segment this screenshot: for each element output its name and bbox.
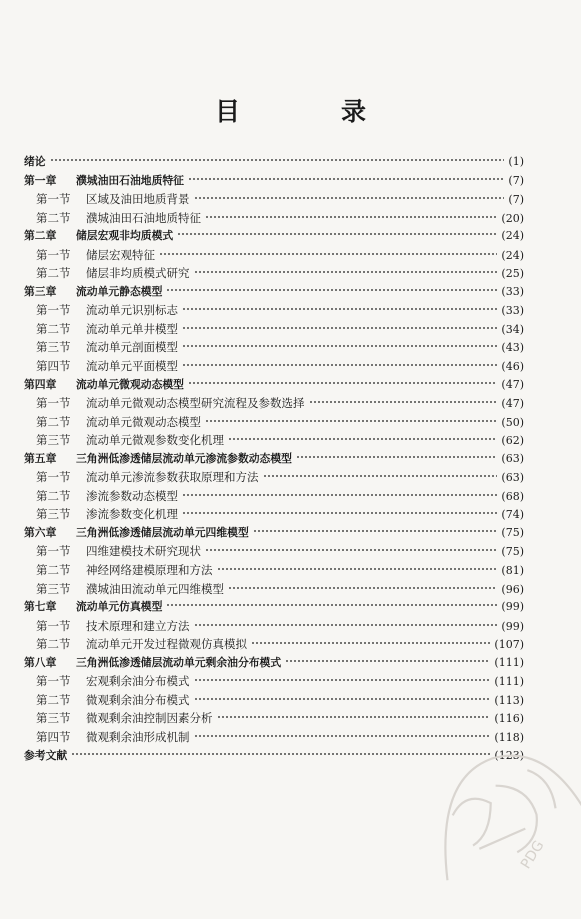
toc-entry-title: 技术原理和建立方法	[86, 618, 190, 633]
dot-leader	[177, 232, 497, 236]
toc-entry-title: 濮城油田石油地质特征	[86, 210, 201, 225]
dot-leader	[188, 177, 504, 181]
toc-entry-number: 第三节	[36, 340, 71, 355]
toc-section-row	[24, 561, 524, 580]
toc-entry-number: 第一节	[36, 618, 71, 633]
toc-entry-number: 第五章	[24, 451, 57, 465]
toc-section-row	[24, 672, 524, 691]
toc-entry-number: 第二节	[36, 414, 71, 429]
dot-leader	[182, 344, 497, 348]
toc-page-number: (7)	[508, 193, 524, 207]
toc-entry-title: 宏观剩余油分布模式	[86, 674, 190, 689]
toc-page-number: (33)	[501, 304, 524, 318]
toc-entry-number: 第二节	[36, 692, 71, 707]
dot-leader	[194, 697, 491, 701]
toc-page-number: (34)	[501, 322, 524, 336]
dot-leader	[309, 400, 498, 404]
toc-section-row	[24, 190, 524, 209]
dot-leader	[182, 363, 497, 367]
toc-entry-title: 流动单元渗流参数获取原理和方法	[86, 470, 259, 485]
toc-entry-title: 渗流参数动态模型	[86, 488, 178, 503]
toc-page-number: (46)	[501, 360, 524, 374]
dot-leader	[194, 270, 498, 274]
toc-section-row	[24, 709, 524, 728]
watermark-text: PDG	[517, 837, 548, 872]
toc-entry-number: 第四节	[36, 729, 71, 744]
toc-entry-title: 神经网络建模原理和方法	[86, 563, 213, 578]
toc-section-row	[24, 338, 524, 357]
toc-entry-title: 流动单元微观动态模型	[76, 377, 184, 391]
dot-leader	[263, 474, 498, 478]
toc-entry-title: 流动单元剖面模型	[86, 340, 178, 355]
toc-entry-number: 第一节	[36, 396, 71, 411]
toc-entry-title: 流动单元平面模型	[86, 359, 178, 374]
toc-entry-title: 流动单元单井模型	[86, 321, 178, 336]
toc-entry-number: 第二节	[36, 637, 71, 652]
toc-section-row	[24, 431, 524, 450]
toc-page-number: (107)	[494, 638, 524, 652]
dot-leader	[205, 548, 497, 552]
toc-chapter-row	[24, 172, 524, 191]
toc-entry-number: 第八章	[24, 655, 57, 669]
toc-entry-number: 第四节	[36, 359, 71, 374]
toc-page-number: (75)	[501, 525, 524, 539]
toc-page-number: (24)	[501, 229, 524, 243]
toc-entry-number: 第一节	[36, 544, 71, 559]
dot-leader	[194, 623, 498, 627]
toc-entry-number: 第四章	[24, 377, 57, 391]
page-title: 目 录	[214, 97, 404, 126]
dot-leader	[188, 381, 497, 385]
toc-section-row	[24, 320, 524, 339]
toc-chapter-row	[24, 376, 524, 395]
toc-chapter-row	[24, 598, 524, 617]
toc-section-row	[24, 413, 524, 432]
toc-entry-number: 第二节	[36, 210, 71, 225]
toc-entry-title: 流动单元开发过程微观仿真模拟	[86, 637, 247, 652]
toc-entry-title: 微观剩余油分布模式	[86, 692, 190, 707]
toc-entry-number: 第七章	[24, 600, 57, 614]
toc-section-row	[24, 728, 524, 747]
toc-chapter-row	[24, 227, 524, 246]
toc-entry-number: 绪论	[24, 155, 46, 168]
toc-entry-number: 第一节	[36, 470, 71, 485]
toc-section-row	[24, 468, 524, 487]
toc-entry-title: 流动单元仿真模型	[76, 600, 163, 614]
toc-page-number: (50)	[501, 415, 524, 429]
toc-page-number: (63)	[501, 451, 524, 465]
toc-entry-number: 第三章	[24, 284, 57, 298]
toc-page-number: (63)	[501, 471, 524, 485]
toc-page-number: (47)	[501, 377, 524, 391]
toc-section-row	[24, 357, 524, 376]
dot-leader	[205, 215, 497, 219]
toc-page-number: (81)	[501, 564, 524, 578]
dot-leader	[228, 586, 497, 590]
toc-page-number: (75)	[501, 545, 524, 559]
dot-leader	[296, 455, 497, 459]
toc-page-number: (25)	[501, 267, 524, 281]
toc-page-number: (96)	[501, 582, 524, 596]
toc-entry-title: 储层非均质模式研究	[86, 266, 190, 281]
toc-entry-number: 第一节	[36, 247, 71, 262]
dot-leader	[251, 641, 490, 645]
dot-leader	[217, 567, 498, 571]
dot-leader	[71, 752, 490, 756]
toc-entry-number: 第六章	[24, 525, 57, 539]
toc-section-row	[24, 264, 524, 283]
toc-chapter-row	[24, 747, 524, 766]
toc-entry-title: 微观剩余油形成机制	[86, 729, 190, 744]
toc-chapter-row	[24, 654, 524, 673]
toc-entry-title: 三角洲低渗透储层流动单元剩余油分布模式	[76, 655, 282, 669]
toc-section-row	[24, 487, 524, 506]
toc-section-row	[24, 691, 524, 710]
dot-leader	[166, 603, 497, 607]
toc-page-number: (99)	[501, 600, 524, 614]
toc-entry-title: 流动单元微观参数变化机理	[86, 433, 224, 448]
toc-page-number: (43)	[501, 341, 524, 355]
toc-section-row	[24, 635, 524, 654]
dot-leader	[228, 437, 497, 441]
toc-entry-number: 第一节	[36, 674, 71, 689]
toc-entry-number: 第一节	[36, 192, 71, 207]
toc-entry-number: 第一章	[24, 173, 57, 187]
dot-leader	[159, 252, 497, 256]
toc-page-number: (99)	[501, 619, 524, 633]
toc-page-number: (33)	[501, 284, 524, 298]
toc-entry-number: 第三节	[36, 711, 71, 726]
toc-entry-title: 四维建模技术研究现状	[86, 544, 201, 559]
toc-section-row	[24, 301, 524, 320]
toc-entry-title: 三角洲低渗透储层流动单元渗流参数动态模型	[76, 451, 292, 465]
dot-leader	[205, 419, 497, 423]
toc-page-number: (7)	[508, 173, 524, 187]
toc-page-number: (113)	[494, 693, 524, 707]
toc-entry-number: 第二章	[24, 229, 57, 243]
dot-leader	[253, 529, 498, 533]
toc-section-row	[24, 580, 524, 599]
toc-entry-title: 流动单元识别标志	[86, 303, 178, 318]
dot-leader	[182, 326, 497, 330]
table-of-contents	[24, 153, 524, 765]
toc-entry-number: 第二节	[36, 488, 71, 503]
toc-chapter-row	[24, 450, 524, 469]
toc-entry-number: 第三节	[36, 433, 71, 448]
dot-leader	[182, 307, 497, 311]
toc-entry-title: 濮城油田流动单元四维模型	[86, 581, 224, 596]
toc-entry-number: 第三节	[36, 581, 71, 596]
toc-entry-title: 储层宏观特征	[86, 247, 155, 262]
toc-section-row	[24, 209, 524, 228]
dot-leader	[194, 196, 505, 200]
toc-page-number: (68)	[501, 489, 524, 503]
toc-page-number: (74)	[501, 508, 524, 522]
toc-page-number: (1)	[508, 155, 524, 168]
toc-page-number: (24)	[501, 248, 524, 262]
toc-entry-title: 流动单元微观动态模型研究流程及参数选择	[86, 396, 305, 411]
toc-page-number: (111)	[494, 675, 524, 689]
toc-entry-number: 参考文献	[24, 748, 68, 762]
toc-chapter-row	[24, 283, 524, 302]
toc-page-number: (47)	[501, 397, 524, 411]
toc-entry-number: 第二节	[36, 266, 71, 281]
toc-page-number: (62)	[501, 434, 524, 448]
toc-entry-number: 第三节	[36, 507, 71, 522]
toc-page-number: (116)	[494, 712, 524, 726]
toc-page-number: (118)	[494, 730, 524, 744]
dot-leader	[166, 288, 497, 292]
dot-leader	[182, 493, 497, 497]
toc-entry-title: 渗流参数变化机理	[86, 507, 178, 522]
dot-leader	[194, 678, 491, 682]
toc-page-number: (123)	[494, 748, 524, 762]
toc-entry-title: 区域及油田地质背景	[86, 192, 190, 207]
toc-chapter-row	[24, 524, 524, 543]
toc-entry-title: 三角洲低渗透储层流动单元四维模型	[76, 525, 249, 539]
toc-chapter-row	[24, 153, 524, 172]
toc-page-number: (111)	[494, 655, 524, 669]
toc-entry-number: 第二节	[36, 321, 71, 336]
toc-entry-number: 第二节	[36, 563, 71, 578]
dot-leader	[285, 659, 490, 663]
toc-section-row	[24, 246, 524, 265]
toc-entry-title: 流动单元微观动态模型	[86, 414, 201, 429]
toc-entry-number: 第一节	[36, 303, 71, 318]
toc-entry-title: 濮城油田石油地质特征	[76, 173, 184, 187]
toc-section-row	[24, 542, 524, 561]
dot-leader	[50, 158, 505, 162]
toc-section-row	[24, 617, 524, 636]
dot-leader	[194, 734, 491, 738]
toc-section-row	[24, 505, 524, 524]
toc-entry-title: 储层宏观非均质模式	[76, 229, 174, 243]
dot-leader	[182, 511, 497, 515]
dot-leader	[217, 715, 491, 719]
toc-entry-title: 微观剩余油控制因素分析	[86, 711, 213, 726]
toc-entry-title: 流动单元静态模型	[76, 284, 163, 298]
toc-page-number: (20)	[501, 211, 524, 225]
toc-section-row	[24, 394, 524, 413]
